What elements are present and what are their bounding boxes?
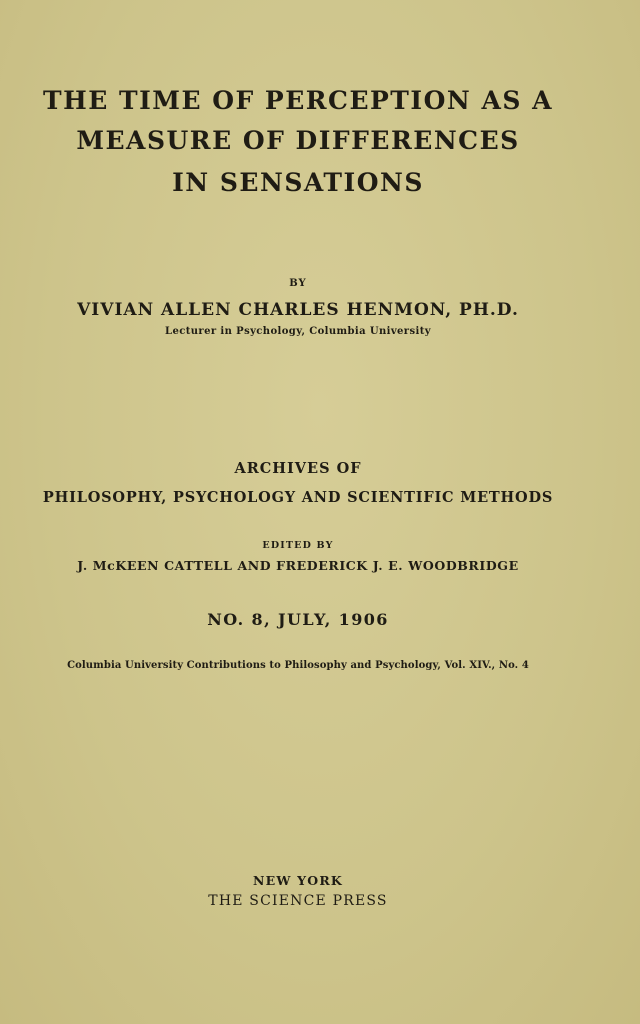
imprint-publisher: THE SCIENCE PRESS bbox=[208, 893, 388, 909]
edited-by-label: EDITED BY bbox=[262, 540, 334, 551]
series-line-2: PHILOSOPHY, PSYCHOLOGY AND SCIENTIFIC METHODS bbox=[42, 489, 554, 506]
series-line-1: ARCHIVES OF bbox=[234, 460, 362, 477]
title-line-1: THE TIME OF PERCEPTION AS A bbox=[42, 86, 553, 115]
title-line-3: IN SENSATIONS bbox=[172, 168, 424, 197]
imprint-city: NEW YORK bbox=[252, 873, 343, 888]
editors-names: J. McKEEN CATTELL AND FREDERICK J. E. WOODBRIDGE bbox=[77, 558, 519, 573]
author-name: VIVIAN ALLEN CHARLES HENMON, PH.D. bbox=[77, 300, 519, 320]
contributions-line: Columbia University Contributions to Philosophy and Psychology, Vol. XIV., No. 4 bbox=[67, 660, 529, 671]
issue-number: NO. 8, JULY, 1906 bbox=[207, 610, 389, 629]
by-label: BY bbox=[289, 278, 307, 289]
title-line-2: MEASURE OF DIFFERENCES bbox=[76, 126, 520, 155]
author-position: Lecturer in Psychology, Columbia University bbox=[165, 326, 431, 337]
